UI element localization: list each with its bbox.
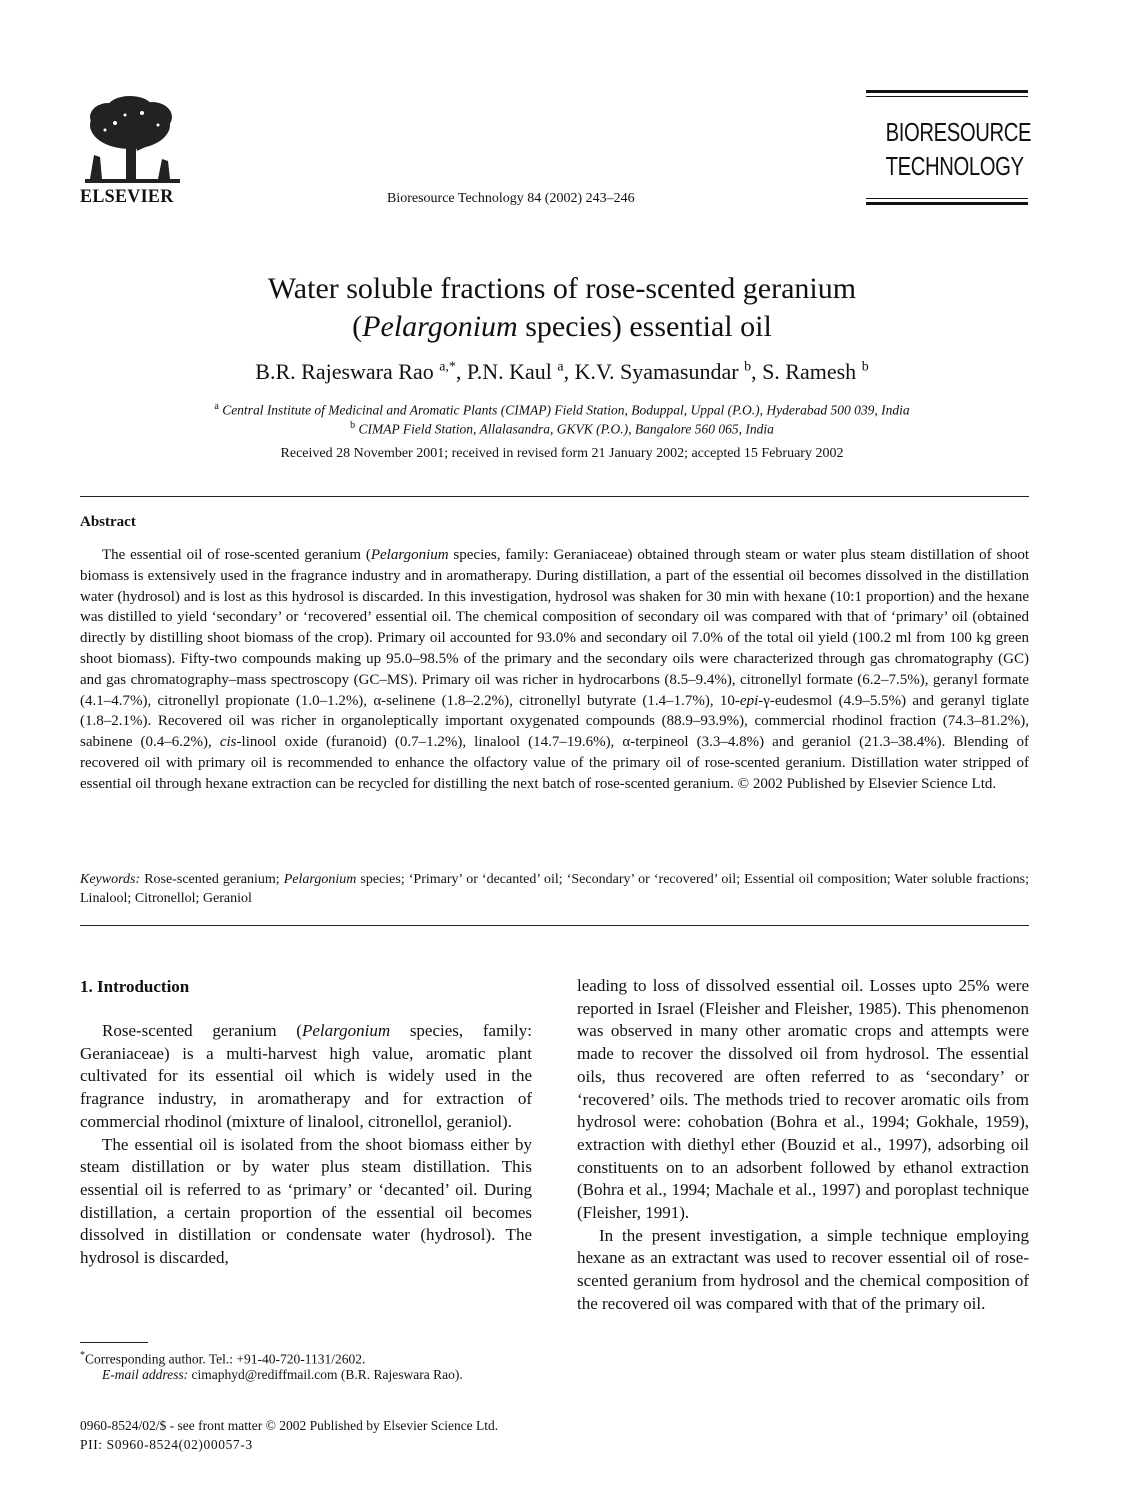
divider [80,925,1029,926]
affiliation-text: Central Institute of Medicinal and Aromatic Plants (CIMAP) Field Station, Boduppal, Uppal (P.O.), Hyderabad 500 039, India [222,402,910,418]
footnote-mark: * [80,1350,85,1361]
paragraph: In the present investigation, a simple technique employing hexane as an extractant was used to recover essential oil of rose-scented geranium from hydrosol and the chemical composition of the recovered oil was compared with that of the primary oil. [577,1225,1029,1313]
abstract-text: -γ-eudesmol (4.9–5.5%) and geranyl tiglate (1.8–2.1%). Recovered oil was richer in organoleptically important oxygenated compounds (88.9–93.9%), commercial rhodinol fraction (74.3–81.2%), sabinene (0.4–6.2%), [80,692,1030,751]
publisher-name: ELSEVIER [80,186,174,207]
keywords-text: species; ‘Primary’ or ‘decanted’ oil; ‘Secondary’ or ‘recovered’ oil; Essential oil composition; Water soluble fractions; Linalool; Citronellol; Geraniol [80,872,1029,906]
keywords-text: Rose-scented geranium; [140,872,284,887]
abstract-text: The essential oil of rose-scented geranium ( [102,547,371,563]
email-note [80,1366,532,1384]
title-italic: Pelargonium [362,310,518,343]
title-rest: species) essential oil [517,310,772,343]
right-column [577,975,1029,1316]
article-dates: Received 28 November 2001; received in revised form 21 January 2002; accepted 15 February 2002 [280,446,844,461]
pii-line: PII: S0960-8524(02)00057-3 [80,1437,253,1452]
paragraph-text: Rose-scented geranium ( [102,1021,302,1040]
affiliation-text: CIMAP Field Station, Allalasandra, GKVK (P.O.), Bangalore 560 065, India [358,421,774,437]
author-affil-mark: b [744,359,752,375]
email-label: E-mail address: [102,1367,189,1382]
footnote-rule [80,1342,148,1343]
divider [80,496,1029,497]
article-title [60,270,1064,346]
logo-rule [866,96,1028,97]
logo-rule [866,198,1028,199]
journal-citation: Bioresource Technology 84 (2002) 243–246 [387,191,635,206]
left-column [80,1020,532,1270]
author-name: P.N. Kaul [466,359,552,384]
author-affil-mark: a [557,359,564,375]
abstract-text: -linool oxide (furanoid) (0.7–1.2%), linalool (14.7–19.6%), α-terpineol (3.3–4.8%) and geraniol (21.3–38.4%). Blending of recovered oil with primary oil is recommended to enhance the olfactory value of the primary oil of rose-scented geranium. Distillation water stripped of essential oil through hexane extraction can be recycled for distilling the next batch of rose-scented geranium. © 2002 Published by Elsevier Science Ltd. [80,734,1029,792]
abstract-italic: cis [219,734,237,751]
author-name: S. Ramesh [762,359,857,384]
paragraph-italic: Pelargonium [301,1021,391,1040]
affiliation-a [60,401,1064,419]
author-name: B.R. Rajeswara Rao [255,359,434,384]
affiliation-mark: a [214,401,219,412]
abstract-italic: epi [739,692,759,709]
paragraph: leading to loss of dissolved essential oil. Losses upto 25% were reported in Israel (Fleisher and Fleisher, 1985). This phenomenon was observed in many other aromatic crops and attempts were made to recover the dissolved oil from hydrosol. The essential oils, thus recovered are often referred to as ‘secondary’ or ‘recovered’ oils. The methods tried to recover aromatic oils from hydrosol were: cohobation (Bohra et al., 1994; Gokhale, 1959), extraction with diethyl ether (Bouzid et al., 1997), adsorbing oil constituents on to an adsorbent followed by ethanol extraction (Bohra et al., 1994; Machale et al., 1997) and poroplast technique (Fleisher, 1991). [577,976,1029,1223]
copyright-line: 0960-8524/02/$ - see front matter © 2002 Published by Elsevier Science Ltd. [80,1418,499,1433]
author-name: K.V. Syamasundar [574,359,739,384]
author-affil-mark: a,* [439,359,456,375]
paragraph-text: species, family: Geraniaceae) is a multi-harvest high value, aromatic plant cultivated for its essential oil which is widely used in the fragrance industry, in aromatherapy and for extraction of commercial rhodinol (mixture of linalool, citronellol, geraniol). [80,1021,532,1131]
affiliation-b [60,420,1064,438]
title-line-1: Water soluble fractions of rose-scented geranium [267,272,857,305]
abstract-italic: Pelargonium [370,547,449,563]
footnote-text: Corresponding author. Tel.: +91-40-720-1131/2602. [85,1351,366,1367]
author-affil-mark: b [861,359,869,375]
title-paren: ( [352,310,363,343]
abstract-body [80,545,1029,795]
abstract-heading: Abstract [80,514,136,530]
journal-logo [866,90,1032,208]
abstract-text: species, family: Geraniaceae) obtained through steam or water plus steam distillation of shoot biomass is extensively used in the fragrance industry and in aromatherapy. During distillation, a part of the essential oil becomes dissolved in the distillation water (hydrosol) and is lost as this hydrosol is discarded. In this investigation, hydrosol was shaken for 30 min with hexane (10:1 proportion) and the hexane was distilled to yield ‘secondary’ or ‘recovered’ essential oil. The chemical composition of secondary oil was compared with that of ‘primary’ oil (obtained directly by distilling shoot biomass of the crop). Primary oil accounted for 93.0% and secondary oil 7.0% of the total oil yield (100.2 ml from 100 kg green shoot biomass). Fifty-two compounds making up 95.0–98.5% of the primary and the secondary oils were characterized through gas chromatography (GC) and gas chromatography–mass spectroscopy (GC–MS). Primary oil was richer in hydrocarbons (8.5–9.4%), citronellyl formate (6.2–7.5%), geranyl formate (4.1–4.7%), citronellyl propionate (1.0–1.2%), α-selinene (1.8–2.2%), citronellyl butyrate (1.4–1.7%), 10- [80,547,1030,709]
logo-rule [866,202,1028,205]
paragraph [80,1020,532,1134]
email-address[interactable]: cimaphyd@rediffmail.com (B.R. Rajeswara Rao). [188,1367,463,1382]
keywords-italic: Pelargonium [283,872,357,887]
logo-line-1: BIORESOURCE [885,117,1032,147]
affiliation-mark: b [350,420,356,431]
logo-rule [866,90,1028,93]
paragraph: The essential oil is isolated from the shoot biomass either by steam distillation or by water plus steam distillation. This essential oil is referred to as ‘primary’ or ‘decanted’ oil. During distillation, a certain proportion of the essential oil becomes dissolved in distillation or condensate water (hydrosol). The hydrosol is discarded, [80,1134,532,1268]
logo-line-2: TECHNOLOGY [885,151,1024,181]
keywords [80,871,1029,908]
keywords-label: Keywords: [80,872,141,887]
title-line-2 [60,308,1064,346]
section-heading: 1. Introduction [80,977,190,996]
author-list: B.R. Rajeswara Rao $^{a,*}$, P.N. Kaul $^a$, K.V. Syamasundar $^b$, S. Ramesh $^b$ [255,359,869,384]
